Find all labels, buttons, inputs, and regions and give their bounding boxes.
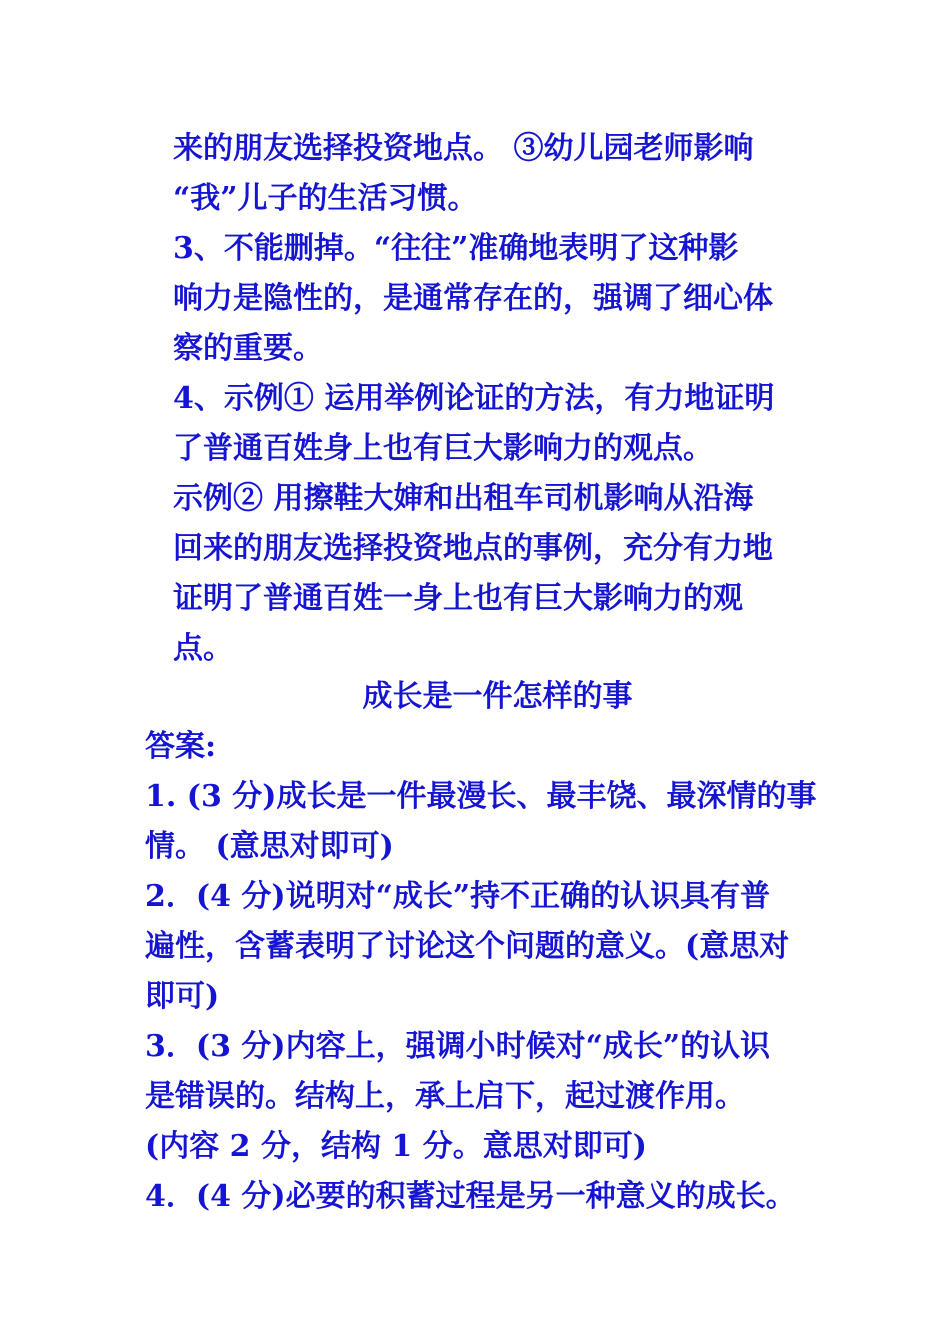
text-line: “我”儿子的生活习惯。	[173, 181, 478, 216]
text-line: 来的朋友选择投资地点。 ③幼儿园老师影响	[173, 131, 754, 166]
text-line: 证明了普通百姓一身上也有巨大影响力的观	[173, 581, 743, 616]
text-line: 3．(3 分)内容上，强调小时候对“成长”的认识	[145, 1029, 771, 1064]
section-title: 成长是一件怎样的事	[362, 679, 633, 714]
text-line: 察的重要。	[173, 331, 323, 366]
text-line: 响力是隐性的，是通常存在的，强调了细心体	[173, 281, 773, 316]
text-line: 4、示例① 运用举例论证的方法，有力地证明	[173, 381, 775, 416]
text-line: 回来的朋友选择投资地点的事例，充分有力地	[173, 531, 773, 566]
answers-block	[145, 722, 825, 1222]
answers-heading: 答案:	[145, 729, 217, 764]
previous-answers-block	[173, 124, 833, 674]
text-line: 了普通百姓身上也有巨大影响力的观点。	[173, 431, 713, 466]
text-line: 遍性，含蓄表明了讨论这个问题的意义。(意思对	[145, 929, 790, 964]
text-line: 3、不能删掉。“往往”准确地表明了这种影	[173, 231, 739, 266]
text-line: 2．(4 分)说明对“成长”持不正确的认识具有普	[145, 879, 771, 914]
text-line: 即可)	[145, 979, 220, 1014]
text-line: 1. (3 分)成长是一件最漫长、最丰饶、最深情的事	[145, 779, 817, 814]
text-line: 是错误的。结构上，承上启下，起过渡作用。	[145, 1079, 745, 1114]
text-line: 示例② 用擦鞋大婶和出租车司机影响从沿海	[173, 481, 754, 516]
text-line: (内容 2 分，结构 1 分。意思对即可)	[145, 1129, 647, 1164]
text-line: 4．(4 分)必要的积蓄过程是另一种意义的成长。	[145, 1179, 796, 1214]
text-line: 点。	[173, 631, 233, 666]
text-line: 情。 (意思对即可)	[145, 829, 394, 864]
